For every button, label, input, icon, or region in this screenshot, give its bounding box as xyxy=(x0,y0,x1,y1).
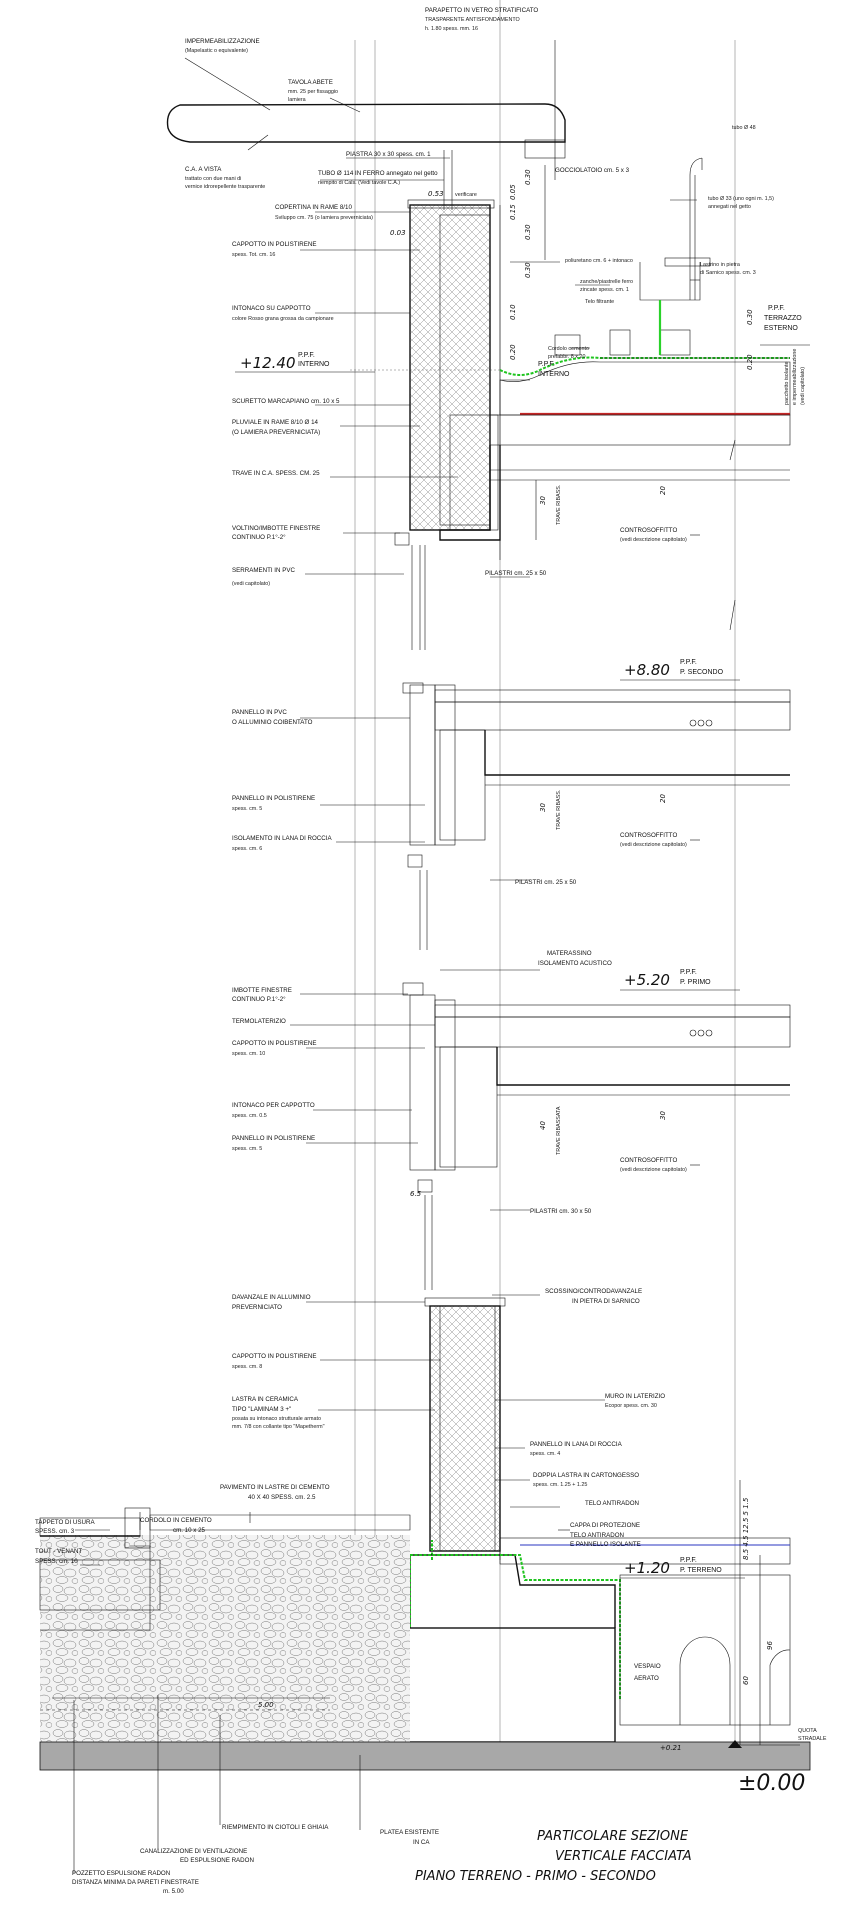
level-roof-tag: P.P.F. xyxy=(538,361,555,368)
callout-sub: AERATO xyxy=(634,1675,659,1682)
callout-sub: lamiera xyxy=(288,97,306,103)
callout-scuretto: SCURETTO MARCAPIANO cm. 10 x 5 xyxy=(232,398,340,405)
title-block xyxy=(415,1829,692,1884)
callout-sub: (O LAMIERA PREVERNICIATA) xyxy=(232,429,321,436)
callout-sub: spess. cm. 10 xyxy=(232,1051,266,1057)
callout-materassino: MATERASSINO xyxy=(547,950,592,957)
callout-scossino: SCOSSINO/CONTRODAVANZALE xyxy=(545,1288,643,1295)
callout-riempimento: RIEMPIMENTO IN CIOTOLI E GHIAIA xyxy=(222,1824,329,1831)
callout-intonaco-cappotto: INTONACO PER CAPPOTTO xyxy=(232,1102,315,1109)
callout-imbotte: IMBOTTE FINESTRE xyxy=(232,987,292,994)
callout-muro-laterizio: MURO IN LATERIZIO xyxy=(605,1393,666,1400)
level-120-tag: P.P.F. xyxy=(680,1557,697,1564)
callout-trave: TRAVE IN C.A. SPESS. CM. 25 xyxy=(232,470,320,477)
callout-sub: (vedi descrizione capitolato) xyxy=(620,537,687,543)
callout-sub: TELO ANTIRADON xyxy=(570,1532,624,1539)
callout-telo-filtrante: Telo filtrante xyxy=(585,299,615,305)
callout-sub: colore Rosso grana grossa da campionare xyxy=(232,316,334,322)
callout-cordolo: CORDOLO IN CEMENTO xyxy=(140,1517,212,1524)
callout-sub: cm. 10 x 25 xyxy=(173,1527,205,1534)
callout-tubo-48: tubo Ø 48 xyxy=(732,125,756,131)
callout-sub: h. 1.80 spess. mm. 16 xyxy=(425,26,479,32)
level-roof-name: INTERNO xyxy=(538,371,570,378)
dim-65: 6.5 xyxy=(410,1190,422,1198)
callout-sub: ISOLAMENTO ACUSTICO xyxy=(538,960,612,967)
callout-sub: Ecopor spess. cm. 30 xyxy=(605,1403,657,1409)
dim-30b: 30 xyxy=(539,803,547,812)
dim-trave-3: TRAVE RIBASSATA xyxy=(556,1106,562,1155)
callout-sub: vernice idrorepellente trasparente xyxy=(185,184,266,190)
callout-lana-roccia-4: PANNELLO IN LANA DI ROCCIA xyxy=(530,1441,622,1448)
callout-sub: annegati nel getto xyxy=(708,204,751,210)
callout-sub: (Mapelastic o equivalente) xyxy=(185,48,248,54)
callout-sub: PREVERNICIATO xyxy=(232,1304,282,1311)
callout-sub: SPESS. cm. 10 xyxy=(35,1558,78,1565)
ground-wall xyxy=(425,1298,505,1560)
callout-pannello-poli-2: PANNELLO IN POLISTIRENE xyxy=(232,1135,316,1142)
callout-sub: e impermeabilizzazione xyxy=(792,348,798,405)
callout-sub: mm. 7/8 con collante tipo "Mapetherm" xyxy=(232,1424,325,1430)
callout-gocciolatoio: GOCCIOLATOIO cm. 5 x 3 xyxy=(555,167,630,174)
dim-020-terrace: 0.20 xyxy=(746,354,754,370)
callout-pannello-poli: PANNELLO IN POLISTIRENE xyxy=(232,795,316,802)
callout-sub: spess. cm. 5 xyxy=(232,1146,263,1152)
callout-sub: spess. cm. 8 xyxy=(232,1364,263,1370)
second-floor xyxy=(403,683,790,845)
dim-20b: 20 xyxy=(659,794,667,803)
leader-lines-left xyxy=(75,58,458,1565)
callout-tout-venant: TOUT - VENANT xyxy=(35,1548,83,1555)
parapet-wall xyxy=(408,200,500,560)
callout-intonaco: INTONACO SU CAPPOTTO xyxy=(232,305,311,312)
window-zone-1 xyxy=(395,533,425,650)
callout-cappotto-16: CAPPOTTO IN POLISTIRENE xyxy=(232,241,317,248)
callout-cappa: CAPPA DI PROTEZIONE xyxy=(570,1522,641,1529)
callout-sub: E PANNELLO ISOLANTE xyxy=(570,1541,641,1548)
dim-30a: 30 xyxy=(539,496,547,505)
callout-tubo-114: TUBO Ø 114 IN FERRO annegato nel getto xyxy=(318,170,438,177)
callout-sub: spess. cm. 6 xyxy=(232,846,263,852)
level-520-tag: P.P.F. xyxy=(680,969,697,976)
dim-015: 0.15 xyxy=(509,204,517,220)
level-terrace-name2: ESTERNO xyxy=(764,325,798,332)
dim-30c: 30 xyxy=(659,1111,667,1120)
level-000-value: ±0.00 xyxy=(738,1771,806,1796)
level-520-value: +5.20 xyxy=(624,971,670,989)
callout-cappotto-8: CAPPOTTO IN POLISTIRENE xyxy=(232,1353,317,1360)
title-line-3: PIANO TERRENO - PRIMO - SECONDO xyxy=(415,1869,656,1884)
callout-sub: riempito di Cals. (Vedi tavole C.A.) xyxy=(318,180,401,186)
callout-pozzetto: POZZETTO ESPULSIONE RADON xyxy=(72,1870,171,1877)
level-1240-value: +12.40 xyxy=(240,354,296,372)
callout-lana-roccia: ISOLAMENTO IN LANA DI ROCCIA xyxy=(232,835,332,842)
callout-sub: trattato con due mani di xyxy=(185,176,242,182)
callout-piastra: PIASTRA 30 x 30 spess. cm. 1 xyxy=(346,151,431,158)
callout-sub: spess. cm. 5 xyxy=(232,806,263,812)
callout-sub: DISTANZA MINIMA DA PARETI FINESTRATE xyxy=(72,1879,199,1886)
dim-030a: 0.30 xyxy=(524,169,532,185)
callout-sub: CONTINUO P.1°-2° xyxy=(232,534,286,541)
dim-030b: 0.30 xyxy=(524,224,532,240)
callout-pilastri-1: PILASTRI cm. 25 x 50 xyxy=(485,570,547,577)
top-slab xyxy=(440,415,790,540)
callout-sub: TRASPARENTE ANTISFONDAMENTO xyxy=(425,17,520,23)
dim-trave-2: TRAVE RIBASS. xyxy=(556,789,562,830)
title-line-1: PARTICOLARE SEZIONE xyxy=(537,1829,689,1844)
callout-sub: (vedi capitolato) xyxy=(232,581,271,587)
dim-trave-1: TRAVE RIBASS. xyxy=(556,484,562,525)
platea xyxy=(40,1742,810,1770)
callout-sub: spess. cm. 4 xyxy=(530,1451,561,1457)
callout-sub: CONTINUO P.1°-2° xyxy=(232,996,286,1003)
callout-sub: TIPO "LAMINAM 3 +" xyxy=(232,1406,292,1413)
dim-stack: 8.5 4.5 12.5 5 1.5 xyxy=(742,1497,750,1560)
callout-controsoffitto-2: CONTROSOFFITTO xyxy=(620,832,678,839)
callout-sub: posata su intonaco strutturale armato xyxy=(232,1416,321,1422)
dim-20a: 20 xyxy=(659,486,667,495)
callout-zanche: zanche/piastrelle ferro xyxy=(580,279,634,285)
exterior-ground xyxy=(40,1508,410,1743)
dim-verificare: verificare xyxy=(455,192,477,198)
dim-40: 40 xyxy=(539,1121,547,1130)
level-880-name: P. SECONDO xyxy=(680,669,724,676)
callout-sub: IN PIETRA DI SARNICO xyxy=(572,1298,640,1305)
callout-sub: spess. Tot. cm. 16 xyxy=(232,252,276,258)
dim-030-terrace: 0.30 xyxy=(746,309,754,325)
level-021: +0.21 xyxy=(660,1744,682,1752)
callout-sub: IN CA xyxy=(413,1839,430,1846)
callout-lastra-ceramica: LASTRA IN CERAMICA xyxy=(232,1396,299,1403)
callout-sub: O ALLUMINIO COIBENTATO xyxy=(232,719,313,726)
callout-sub: spess. cm. 0.5 xyxy=(232,1113,267,1119)
callout-lastrino: Lastrino in pietra xyxy=(700,262,740,268)
callout-impermeabilizzazione: IMPERMEABILIZZAZIONE xyxy=(185,38,260,45)
callout-sub: ED ESPULSIONE RADON xyxy=(180,1857,254,1864)
dim-60: 60 xyxy=(742,1676,750,1685)
level-terrace-tag: P.P.F. xyxy=(768,305,785,312)
callout-pluviale: PLUVIALE IN RAME 8/10 Ø 14 xyxy=(232,419,318,426)
level-terrace-name1: TERRAZZO xyxy=(764,315,802,322)
callout-tavola-abete: TAVOLA ABETE xyxy=(288,79,333,86)
level-520-name: P. PRIMO xyxy=(680,979,711,986)
callout-canalizzazione: CANALIZZAZIONE DI VENTILAZIONE xyxy=(140,1848,248,1855)
level-road-1: QUOTA xyxy=(798,1728,817,1734)
callout-sub: zincate spess. cm. 1 xyxy=(580,287,629,293)
callout-sub: (vedi descrizione capitolato) xyxy=(620,842,687,848)
dim-96: 96 xyxy=(766,1641,774,1650)
callout-pavimento: PAVIMENTO IN LASTRE DI CEMENTO xyxy=(220,1484,330,1491)
level-1240-tag: P.P.F. xyxy=(298,352,315,359)
callout-voltino: VOLTINO/IMBOTTE FINESTRE xyxy=(232,525,321,532)
callout-pannello-pvc: PANNELLO IN PVC xyxy=(232,709,287,716)
callout-controsoffitto-1: CONTROSOFFITTO xyxy=(620,527,678,534)
callout-sub: (vedi capitolato) xyxy=(800,366,806,405)
callout-tubo-33: tubo Ø 33 (uno ogni m. 1,5) xyxy=(708,196,774,202)
callout-cartongesso: DOPPIA LASTRA IN CARTONGESSO xyxy=(533,1472,640,1479)
callout-copertina: COPERTINA IN RAME 8/10 xyxy=(275,204,352,211)
callouts-left xyxy=(185,38,438,1430)
callout-serramenti: SERRAMENTI IN PVC xyxy=(232,567,295,574)
callout-sub: di Sarnico spess. cm. 3 xyxy=(700,270,756,276)
callout-sub: SPESS. cm. 3 xyxy=(35,1528,75,1535)
level-880-tag: P.P.F. xyxy=(680,659,697,666)
level-120-name: P. TERRENO xyxy=(680,1567,722,1574)
callout-parapetto: PARAPETTO IN VETRO STRATIFICATO xyxy=(425,7,539,14)
dim-030c: 0.30 xyxy=(524,262,532,278)
dim-020: 0.20 xyxy=(509,344,517,360)
callout-sub: m. 5.00 xyxy=(163,1888,184,1895)
callout-telo-antiradon: TELO ANTIRADON xyxy=(585,1500,639,1507)
callout-sub: 40 X 40 SPESS. cm. 2.5 xyxy=(248,1494,316,1501)
dim-500: 5.00 xyxy=(258,1701,274,1709)
level-1240-name: INTERNO xyxy=(298,361,330,368)
dim-053: 0.53 xyxy=(428,190,444,198)
callout-sub: spess. cm. 1.25 + 1.25 xyxy=(533,1482,588,1488)
callout-sub: prefabbr. 8 x 20 xyxy=(548,354,586,360)
callout-pacchetto: pacchetto isolante xyxy=(784,361,790,405)
level-880-value: +8.80 xyxy=(624,661,670,679)
callout-davanzale: DAVANZALE IN ALLUMINIO xyxy=(232,1294,311,1301)
callout-sub: mm. 25 per fissaggio xyxy=(288,89,339,95)
callout-ca-vista: C.A. A VISTA xyxy=(185,166,222,173)
callout-cappotto-10: CAPPOTTO IN POLISTIRENE xyxy=(232,1040,317,1047)
window-zone-2 xyxy=(408,855,427,950)
level-road-2: STRADALE xyxy=(798,1736,827,1742)
first-floor xyxy=(403,983,790,1170)
callout-tappeto: TAPPETO DI USURA xyxy=(35,1519,95,1526)
callout-poliuretano: poliuretano cm. 6 + intonaco xyxy=(565,258,633,264)
callout-vespaio: VESPAIO xyxy=(634,1663,661,1670)
callout-sub: (vedi descrizione capitolato) xyxy=(620,1167,687,1173)
callout-platea: PLATEA ESISTENTE xyxy=(380,1829,440,1836)
callout-pilastri-2: PILASTRI cm. 25 x 50 xyxy=(515,879,577,886)
dim-005: 0.05 xyxy=(509,184,517,200)
callout-sub: Sviluppo cm. 75 (o lamiera preverniciata) xyxy=(275,215,373,221)
dim-010: 0.10 xyxy=(509,304,517,320)
callout-cordolo-cemento: Cordolo cemento xyxy=(548,346,590,352)
level-120-value: +1.20 xyxy=(624,1559,670,1577)
callout-termolaterizio: TERMOLATERIZIO xyxy=(232,1018,286,1025)
title-line-2: VERTICALE FACCIATA xyxy=(555,1849,692,1864)
dim-003: 0.03 xyxy=(390,229,406,237)
callout-pilastri-3: PILASTRI cm. 30 x 50 xyxy=(530,1208,592,1215)
callout-controsoffitto-3: CONTROSOFFITTO xyxy=(620,1157,678,1164)
